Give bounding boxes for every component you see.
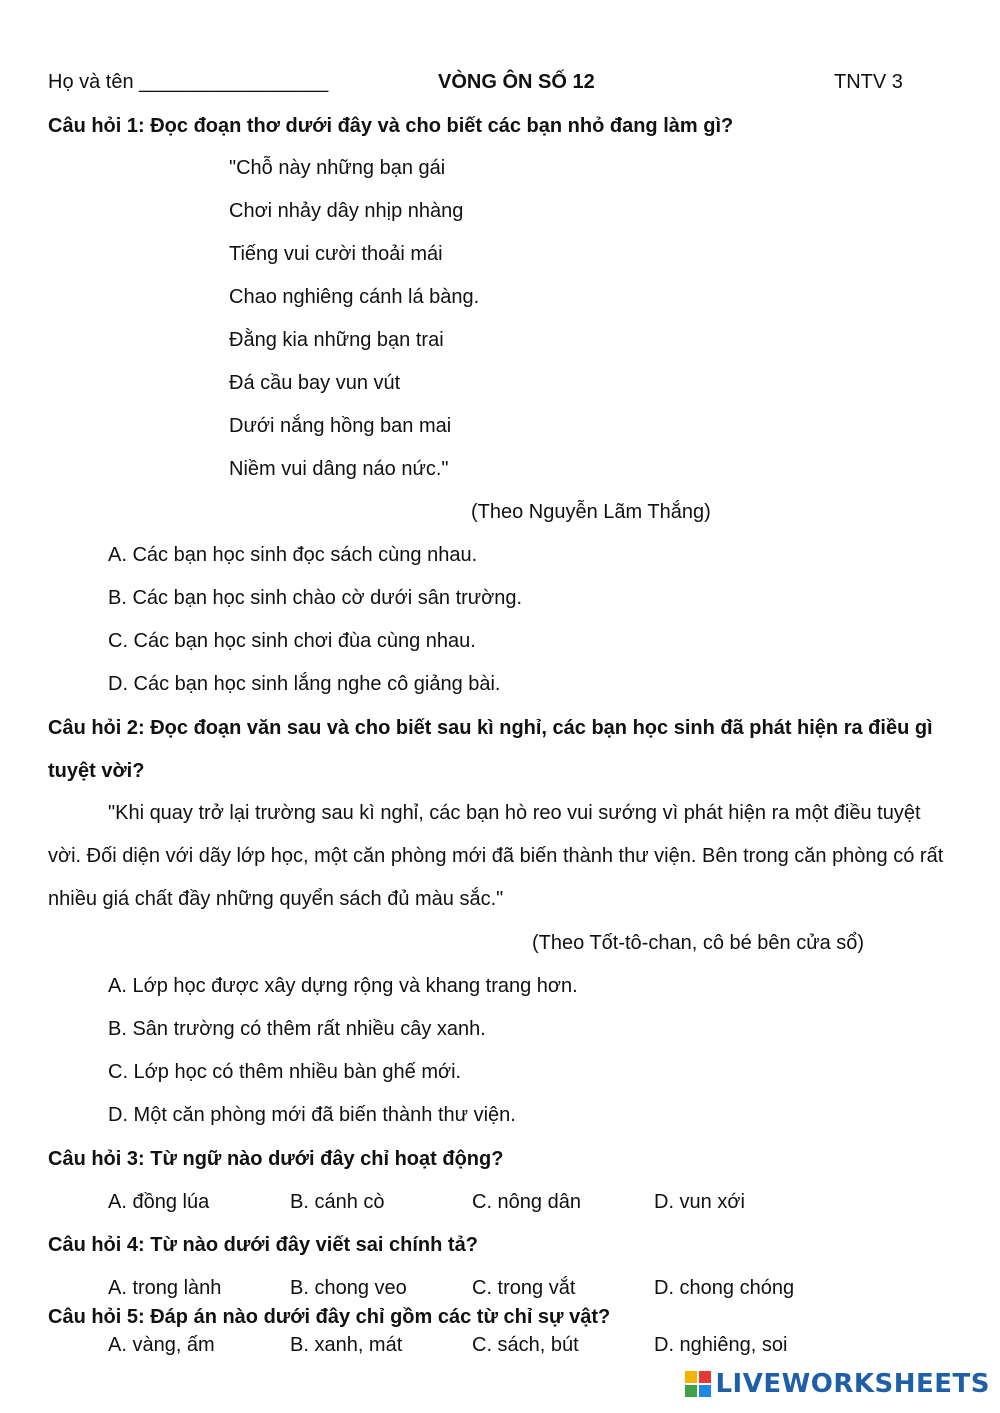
worksheet-code: TNTV 3 xyxy=(834,71,903,93)
name-field-label: Họ và tên _________________ xyxy=(48,71,329,93)
q4-option-a[interactable]: A. trong lành xyxy=(108,1277,222,1299)
poem-line: Tiếng vui cười thoải mái xyxy=(229,243,443,265)
liveworksheets-logo-icon xyxy=(685,1371,711,1397)
poem-line: Đá cầu bay vun vút xyxy=(229,372,401,394)
question-1: Câu hỏi 1: Đọc đoạn thơ dưới đây và cho biết các bạn nhỏ đang làm gì? xyxy=(48,115,734,137)
liveworksheets-logo xyxy=(685,1369,990,1399)
q2-option-b[interactable]: B. Sân trường có thêm rất nhiều cây xanh. xyxy=(108,1018,486,1040)
q4-option-c[interactable]: C. trong vắt xyxy=(472,1277,576,1299)
q2-option-c[interactable]: C. Lớp học có thêm nhiều bàn ghế mới. xyxy=(108,1061,462,1083)
poem-line: Dưới nắng hồng ban mai xyxy=(229,415,452,437)
worksheet-title: VÒNG ÔN SỐ 12 xyxy=(438,71,595,93)
q2-option-d[interactable]: D. Một căn phòng mới đã biến thành thư viện. xyxy=(108,1104,516,1126)
poem-line: Chao nghiêng cánh lá bàng. xyxy=(229,286,480,308)
question-3: Câu hỏi 3: Từ ngữ nào dưới đây chỉ hoạt động? xyxy=(48,1148,504,1170)
q4-options xyxy=(108,1276,836,1300)
q1-option-a[interactable]: A. Các bạn học sinh đọc sách cùng nhau. xyxy=(108,544,478,566)
q2-option-a[interactable]: A. Lớp học được xây dựng rộng và khang trang hơn. xyxy=(108,975,578,997)
q1-option-c[interactable]: C. Các bạn học sinh chơi đùa cùng nhau. xyxy=(108,630,476,652)
q5-option-d[interactable]: D. nghiêng, soi xyxy=(654,1334,788,1356)
q5-option-c[interactable]: C. sách, bút xyxy=(472,1334,579,1356)
q4-option-b[interactable]: B. chong veo xyxy=(290,1277,407,1299)
q5-option-b[interactable]: B. xanh, mát xyxy=(290,1334,403,1356)
q3-option-b[interactable]: B. cánh cò xyxy=(290,1191,385,1213)
q3-option-d[interactable]: D. vun xới xyxy=(654,1191,745,1213)
q1-option-d[interactable]: D. Các bạn học sinh lắng nghe cô giảng bài. xyxy=(108,673,501,695)
poem-line: "Chỗ này những bạn gái xyxy=(229,157,446,179)
q1-option-b[interactable]: B. Các bạn học sinh chào cờ dưới sân trường. xyxy=(108,587,523,609)
q3-option-a[interactable]: A. đồng lúa xyxy=(108,1191,210,1213)
poem-source: (Theo Nguyễn Lãm Thắng) xyxy=(471,501,711,523)
reading-passage-text: "Khi quay trở lại trường sau kì nghỉ, các bạn hò reo vui sướng vì phát hiện ra một điều tuyệt vời. Đối diện với dãy lớp học, một căn phòng mới đã biến thành thư viện. Bên trong căn phòng có rất nhiều giá chất đầy những quyển sách đủ màu sắc." xyxy=(48,802,944,910)
q3-options xyxy=(108,1190,836,1214)
q5-options xyxy=(108,1333,836,1357)
question-2: Câu hỏi 2: Đọc đoạn văn sau và cho biết sau kì nghỉ, các bạn học sinh đã phát hiện ra điều gì xyxy=(48,717,933,739)
q5-option-a[interactable]: A. vàng, ấm xyxy=(108,1334,215,1356)
passage-source: (Theo Tốt-tô-chan, cô bé bên cửa sổ) xyxy=(532,932,865,954)
poem-line: Niềm vui dâng náo nức." xyxy=(229,458,449,480)
question-5: Câu hỏi 5: Đáp án nào dưới đây chỉ gồm các từ chỉ sự vật? xyxy=(48,1306,611,1328)
question-2-cont: tuyệt vời? xyxy=(48,760,145,782)
q4-option-d[interactable]: D. chong chóng xyxy=(654,1277,795,1299)
liveworksheets-logo-text: LIVEWORKSHEETS xyxy=(715,1369,990,1399)
question-4: Câu hỏi 4: Từ nào dưới đây viết sai chính tả? xyxy=(48,1234,478,1256)
q3-option-c[interactable]: C. nông dân xyxy=(472,1191,581,1213)
reading-passage xyxy=(48,792,948,921)
poem-line: Chơi nhảy dây nhịp nhàng xyxy=(229,200,464,222)
poem-line: Đằng kia những bạn trai xyxy=(229,329,444,351)
